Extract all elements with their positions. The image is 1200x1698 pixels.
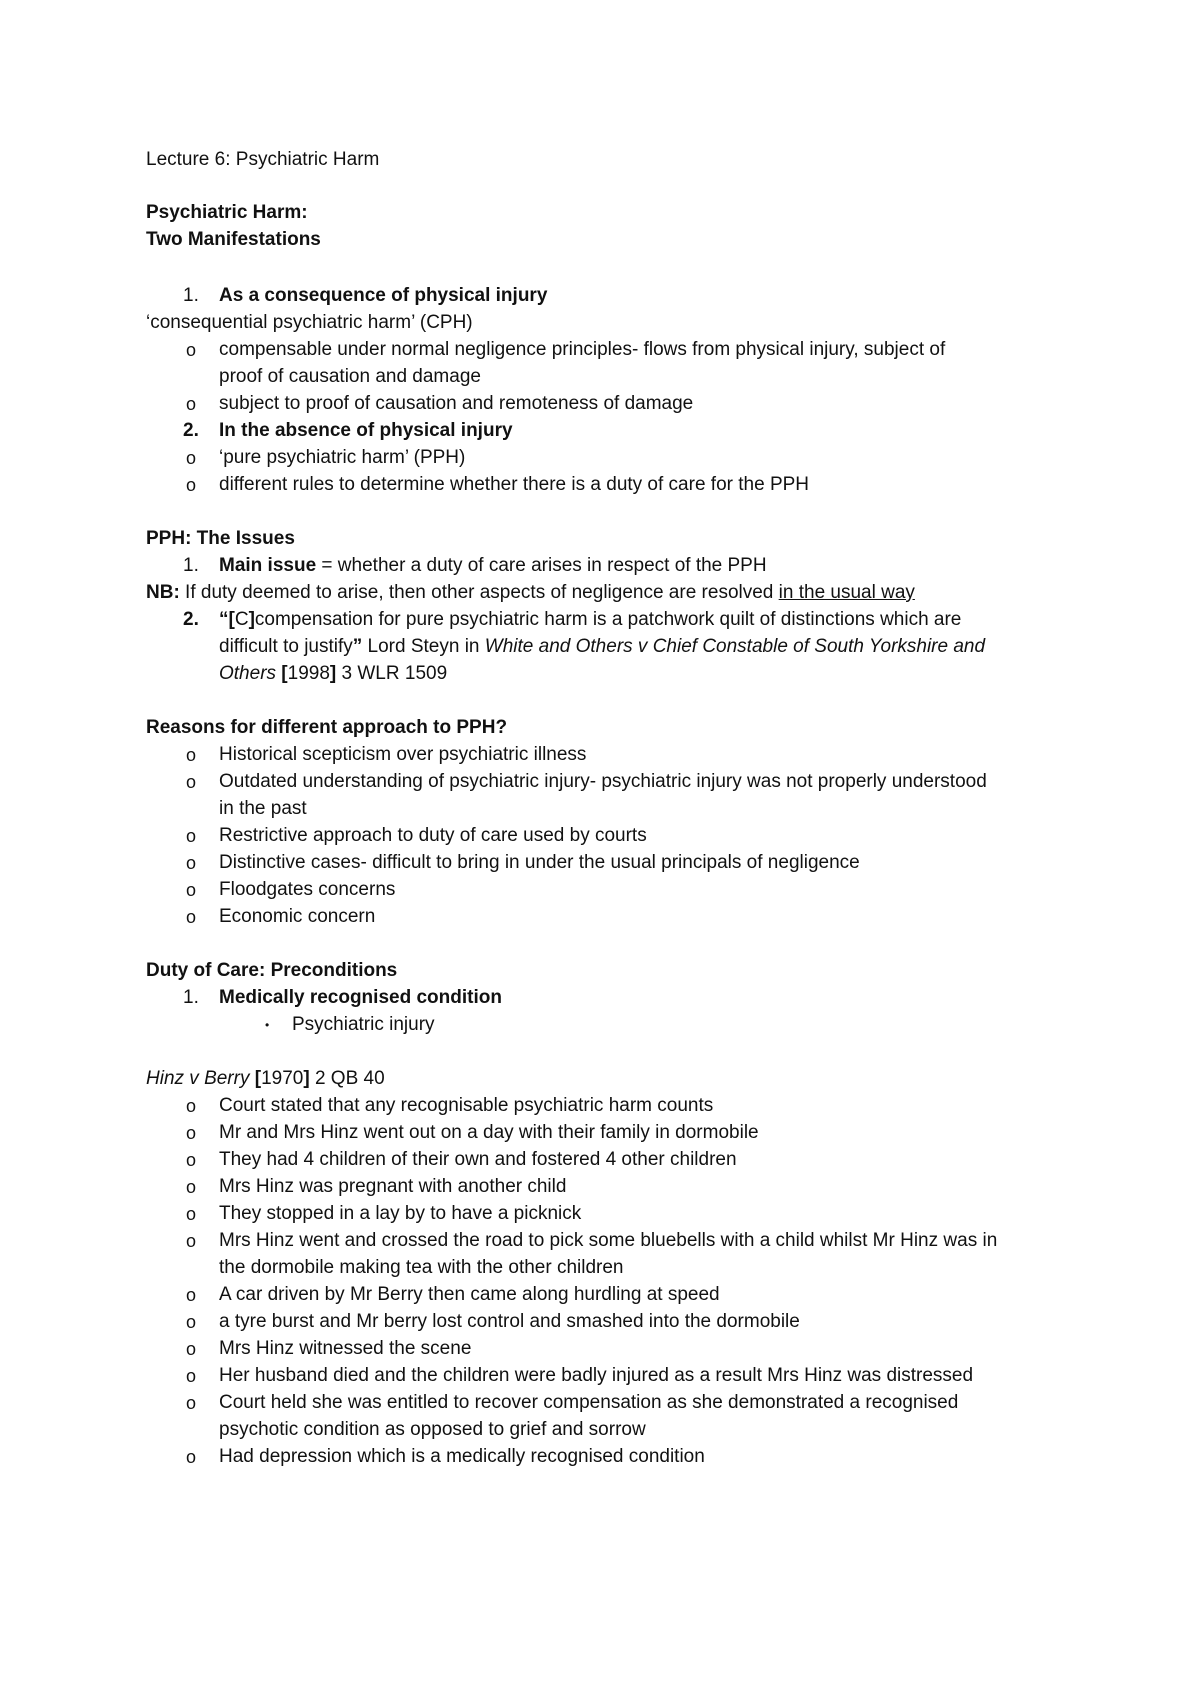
quote-open: “[ [219,609,235,630]
bullet-text-continued: in the past [219,798,307,819]
quote-close-bracket: ] [248,609,255,630]
bullet-o-icon: o [186,907,197,927]
bullet-o-icon: o [186,1366,197,1386]
bullet-o-icon: o [186,853,197,873]
bullet-o-icon: o [186,475,197,495]
list-item-consequence-physical-injury: As a consequence of physical injury [219,285,548,306]
bullet-text: Restrictive approach to duty of care used by courts [219,825,647,846]
bullet-text: Her husband died and the children were badly injured as a result Mrs Hinz was distressed [219,1365,974,1386]
bullet-text: Economic concern [219,906,376,927]
bullet-text: Mrs Hinz went and crossed the road to pick some bluebells with a child whilst Mr Hinz was in [219,1230,998,1251]
list-number: 2. [183,609,199,630]
quote-c: C [234,609,249,630]
list-number: 1. [183,987,199,1008]
main-issue-text: = whether a duty of care arises in respect of the PPH [316,555,767,576]
bullet-text: Distinctive cases- difficult to bring in under the usual principals of negligence [219,852,860,873]
citation-year: 1998 [287,663,330,684]
citation-close: ] [329,663,337,684]
nb-label: NB: [146,582,180,603]
list-number: 1. [183,285,199,306]
list-number: 1. [183,555,199,576]
bullet-o-icon: o [186,1123,197,1143]
bullet-o-icon: o [186,1447,197,1467]
bullet-text: Court stated that any recognisable psychiatric harm counts [219,1095,714,1116]
bullet-text-continued: the dormobile making tea with the other children [219,1257,624,1278]
section-heading-psychiatric-harm: Psychiatric Harm: [146,202,308,223]
bullet-text-continued: proof of causation and damage [219,366,481,387]
main-issue-label: Main issue [219,555,317,576]
bullet-o-icon: o [186,1339,197,1359]
section-subheading-two-manifestations: Two Manifestations [146,229,321,250]
sub-bullet-text: Psychiatric injury [292,1014,435,1035]
section-heading-pph-issues: PPH: The Issues [146,528,295,549]
bullet-o-icon: o [186,1177,197,1197]
list-number: 2. [183,420,199,441]
bullet-text: Floodgates concerns [219,879,396,900]
citation-open: [ [276,663,288,684]
document-title: Lecture 6: Psychiatric Harm [146,149,380,170]
bullet-text: compensable under normal negligence principles- flows from physical injury, subject of [219,339,946,360]
case-name: Hinz v Berry [146,1068,250,1089]
bullet-o-icon: o [186,880,197,900]
citation-open: [ [249,1068,262,1089]
bullet-text: They had 4 children of their own and fostered 4 other children [219,1149,737,1170]
nb-note [146,580,915,606]
bullet-o-icon: o [186,745,197,765]
bullet-o-icon: o [186,394,197,414]
bullet-o-icon: o [186,1312,197,1332]
bullet-o-icon: o [186,1204,197,1224]
list-item-main-issue [219,553,767,579]
nb-underlined: in the usual way [778,582,915,603]
bullet-o-icon: o [186,826,197,846]
bullet-text: They stopped in a lay by to have a picknick [219,1203,582,1224]
citation-rest: 2 QB 40 [309,1068,385,1089]
quote-line-2 [219,634,985,660]
bullet-text: Outdated understanding of psychiatric injury- psychiatric injury was not properly understood [219,771,987,792]
bullet-o-icon: o [186,772,197,792]
quote-text-end: difficult to justify [219,636,353,657]
bullet-text: Had depression which is a medically recognised condition [219,1446,705,1467]
list-item-medically-recognised: Medically recognised condition [219,987,502,1008]
citation-close: ] [303,1068,310,1089]
bullet-o-icon: o [186,340,197,360]
bullet-text: different rules to determine whether there is a duty of care for the PPH [219,474,810,495]
nb-text: If duty deemed to arise, then other aspects of negligence are resolved [179,582,779,603]
bullet-o-icon: o [186,448,197,468]
bullet-text: Historical scepticism over psychiatric illness [219,744,587,765]
bullet-text: Mr and Mrs Hinz went out on a day with their family in dormobile [219,1122,759,1143]
bullet-o-icon: o [186,1285,197,1305]
bullet-text: a tyre burst and Mr berry lost control and smashed into the dormobile [219,1311,800,1332]
case-name-continued: Others [219,663,277,684]
bullet-o-icon: o [186,1393,197,1413]
section-heading-reasons: Reasons for different approach to PPH? [146,717,508,738]
bullet-text-continued: psychotic condition as opposed to grief and sorrow [219,1419,646,1440]
quote-close: ” [352,636,363,657]
bullet-o-icon: o [186,1150,197,1170]
bullet-text: ‘pure psychiatric harm’ (PPH) [219,447,466,468]
bullet-o-icon: o [186,1231,197,1251]
quote-line-1 [219,607,961,633]
quote-text: compensation for pure psychiatric harm is a patchwork quilt of distinctions which are [254,609,962,630]
bullet-text: Mrs Hinz witnessed the scene [219,1338,472,1359]
attribution: Lord Steyn in [362,636,485,657]
citation-rest: 3 WLR 1509 [336,663,448,684]
section-heading-duty-of-care: Duty of Care: Preconditions [146,960,398,981]
case-name: White and Others v Chief Constable of South Yorkshire and [484,636,986,657]
citation-year: 1970 [261,1068,304,1089]
list-item-absence-physical-injury: In the absence of physical injury [219,420,513,441]
bullet-dot-icon: • [265,1018,270,1032]
case-heading-hinz-v-berry [146,1066,385,1092]
bullet-text: Mrs Hinz was pregnant with another child [219,1176,567,1197]
bullet-o-icon: o [186,1096,197,1116]
quote-line-3 [219,661,447,687]
bullet-text: subject to proof of causation and remoteness of damage [219,393,694,414]
bullet-text: Court held she was entitled to recover compensation as she demonstrated a recognised [219,1392,959,1413]
bullet-text: A car driven by Mr Berry then came along hurdling at speed [219,1284,720,1305]
cph-definition: ‘consequential psychiatric harm’ (CPH) [146,312,473,333]
